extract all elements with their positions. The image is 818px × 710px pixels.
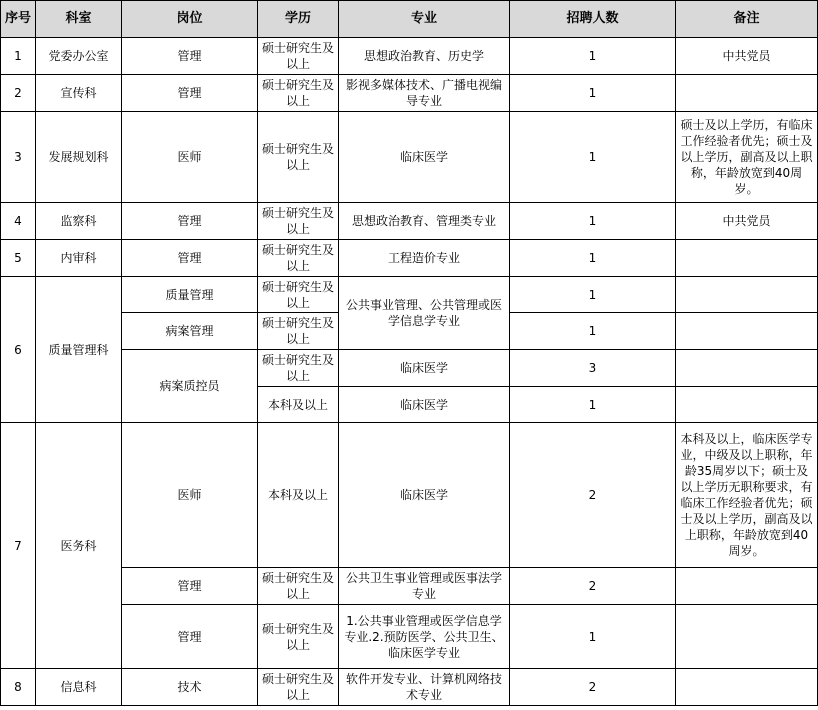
table-row — [1, 605, 818, 669]
cell-count: 1 — [510, 38, 676, 75]
cell-no: 8 — [1, 669, 36, 706]
cell-note — [676, 568, 818, 605]
cell-no: 3 — [1, 112, 36, 203]
cell-no: 6 — [1, 277, 36, 423]
header-row — [1, 1, 818, 38]
cell-major: 影视多媒体技术、广播电视编导专业 — [339, 75, 510, 112]
cell-note — [676, 605, 818, 669]
cell-post: 技术 — [122, 669, 258, 706]
cell-count: 3 — [510, 350, 676, 387]
cell-post: 病案质控员 — [122, 350, 258, 423]
cell-count: 2 — [510, 423, 676, 568]
table-row — [1, 568, 818, 605]
cell-dept: 医务科 — [36, 423, 122, 669]
table-row — [1, 277, 818, 313]
cell-count: 1 — [510, 605, 676, 669]
table-row — [1, 669, 818, 706]
cell-post: 医师 — [122, 112, 258, 203]
cell-note — [676, 669, 818, 706]
cell-no: 2 — [1, 75, 36, 112]
header-note: 备注 — [676, 1, 818, 38]
cell-major: 公共事业管理、公共管理或医学信息学专业 — [339, 277, 510, 350]
cell-no: 1 — [1, 38, 36, 75]
cell-count: 1 — [510, 112, 676, 203]
header-post: 岗位 — [122, 1, 258, 38]
header-count: 招聘人数 — [510, 1, 676, 38]
cell-edu: 硕士研究生及以上 — [258, 669, 339, 706]
table-row — [1, 423, 818, 568]
header-dept: 科室 — [36, 1, 122, 38]
cell-edu: 硕士研究生及以上 — [258, 203, 339, 240]
cell-no: 7 — [1, 423, 36, 669]
cell-edu: 硕士研究生及以上 — [258, 112, 339, 203]
header-major: 专业 — [339, 1, 510, 38]
cell-post: 质量管理 — [122, 277, 258, 313]
cell-major: 公共卫生事业管理或医事法学专业 — [339, 568, 510, 605]
table-row — [1, 350, 818, 387]
cell-major: 思想政治教育、管理类专业 — [339, 203, 510, 240]
table-row — [1, 75, 818, 112]
cell-note: 中共党员 — [676, 38, 818, 75]
cell-post: 管理 — [122, 203, 258, 240]
cell-dept: 党委办公室 — [36, 38, 122, 75]
cell-edu: 硕士研究生及以上 — [258, 605, 339, 669]
cell-edu: 硕士研究生及以上 — [258, 38, 339, 75]
header-no: 序号 — [1, 1, 36, 38]
cell-post: 管理 — [122, 38, 258, 75]
cell-count: 1 — [510, 240, 676, 277]
table-row — [1, 38, 818, 75]
cell-post: 管理 — [122, 568, 258, 605]
cell-no: 4 — [1, 203, 36, 240]
cell-major: 1.公共事业管理或医学信息学专业.2.预防医学、公共卫生、临床医学专业 — [339, 605, 510, 669]
cell-major: 临床医学 — [339, 423, 510, 568]
cell-dept: 内审科 — [36, 240, 122, 277]
cell-count: 1 — [510, 313, 676, 350]
cell-note: 本科及以上，临床医学专业，中级及以上职称，年龄35周岁以下；硕士及以上学历无职称要求，有临床工作经验者优先；硕士及以上学历，副高及以上职称，年龄放宽到40周岁。 — [676, 423, 818, 568]
table-row — [1, 203, 818, 240]
cell-post: 管理 — [122, 240, 258, 277]
cell-note — [676, 75, 818, 112]
cell-major: 临床医学 — [339, 112, 510, 203]
cell-edu: 硕士研究生及以上 — [258, 277, 339, 313]
cell-major: 软件开发专业、计算机网络技术专业 — [339, 669, 510, 706]
cell-major: 工程造价专业 — [339, 240, 510, 277]
cell-major: 临床医学 — [339, 387, 510, 423]
cell-note — [676, 240, 818, 277]
cell-edu: 硕士研究生及以上 — [258, 350, 339, 387]
cell-count: 1 — [510, 277, 676, 313]
cell-edu: 本科及以上 — [258, 423, 339, 568]
cell-dept: 信息科 — [36, 669, 122, 706]
cell-count: 1 — [510, 203, 676, 240]
cell-dept: 宣传科 — [36, 75, 122, 112]
cell-edu: 硕士研究生及以上 — [258, 75, 339, 112]
cell-dept: 质量管理科 — [36, 277, 122, 423]
cell-note — [676, 387, 818, 423]
cell-edu: 硕士研究生及以上 — [258, 240, 339, 277]
table-row — [1, 240, 818, 277]
cell-major: 思想政治教育、历史学 — [339, 38, 510, 75]
cell-post: 医师 — [122, 423, 258, 568]
cell-post: 管理 — [122, 75, 258, 112]
cell-edu: 硕士研究生及以上 — [258, 313, 339, 350]
cell-no: 5 — [1, 240, 36, 277]
cell-note — [676, 277, 818, 313]
cell-major: 临床医学 — [339, 350, 510, 387]
cell-dept: 监察科 — [36, 203, 122, 240]
cell-dept: 发展规划科 — [36, 112, 122, 203]
cell-edu: 硕士研究生及以上 — [258, 568, 339, 605]
cell-note — [676, 350, 818, 387]
cell-count: 2 — [510, 669, 676, 706]
cell-post: 病案管理 — [122, 313, 258, 350]
cell-count: 2 — [510, 568, 676, 605]
cell-count: 1 — [510, 387, 676, 423]
header-edu: 学历 — [258, 1, 339, 38]
cell-post: 管理 — [122, 605, 258, 669]
table-row — [1, 112, 818, 203]
cell-note: 硕士及以上学历，有临床工作经验者优先；硕士及以上学历，副高及以上职称，年龄放宽到40周岁。 — [676, 112, 818, 203]
cell-note — [676, 313, 818, 350]
cell-edu: 本科及以上 — [258, 387, 339, 423]
cell-note: 中共党员 — [676, 203, 818, 240]
cell-count: 1 — [510, 75, 676, 112]
